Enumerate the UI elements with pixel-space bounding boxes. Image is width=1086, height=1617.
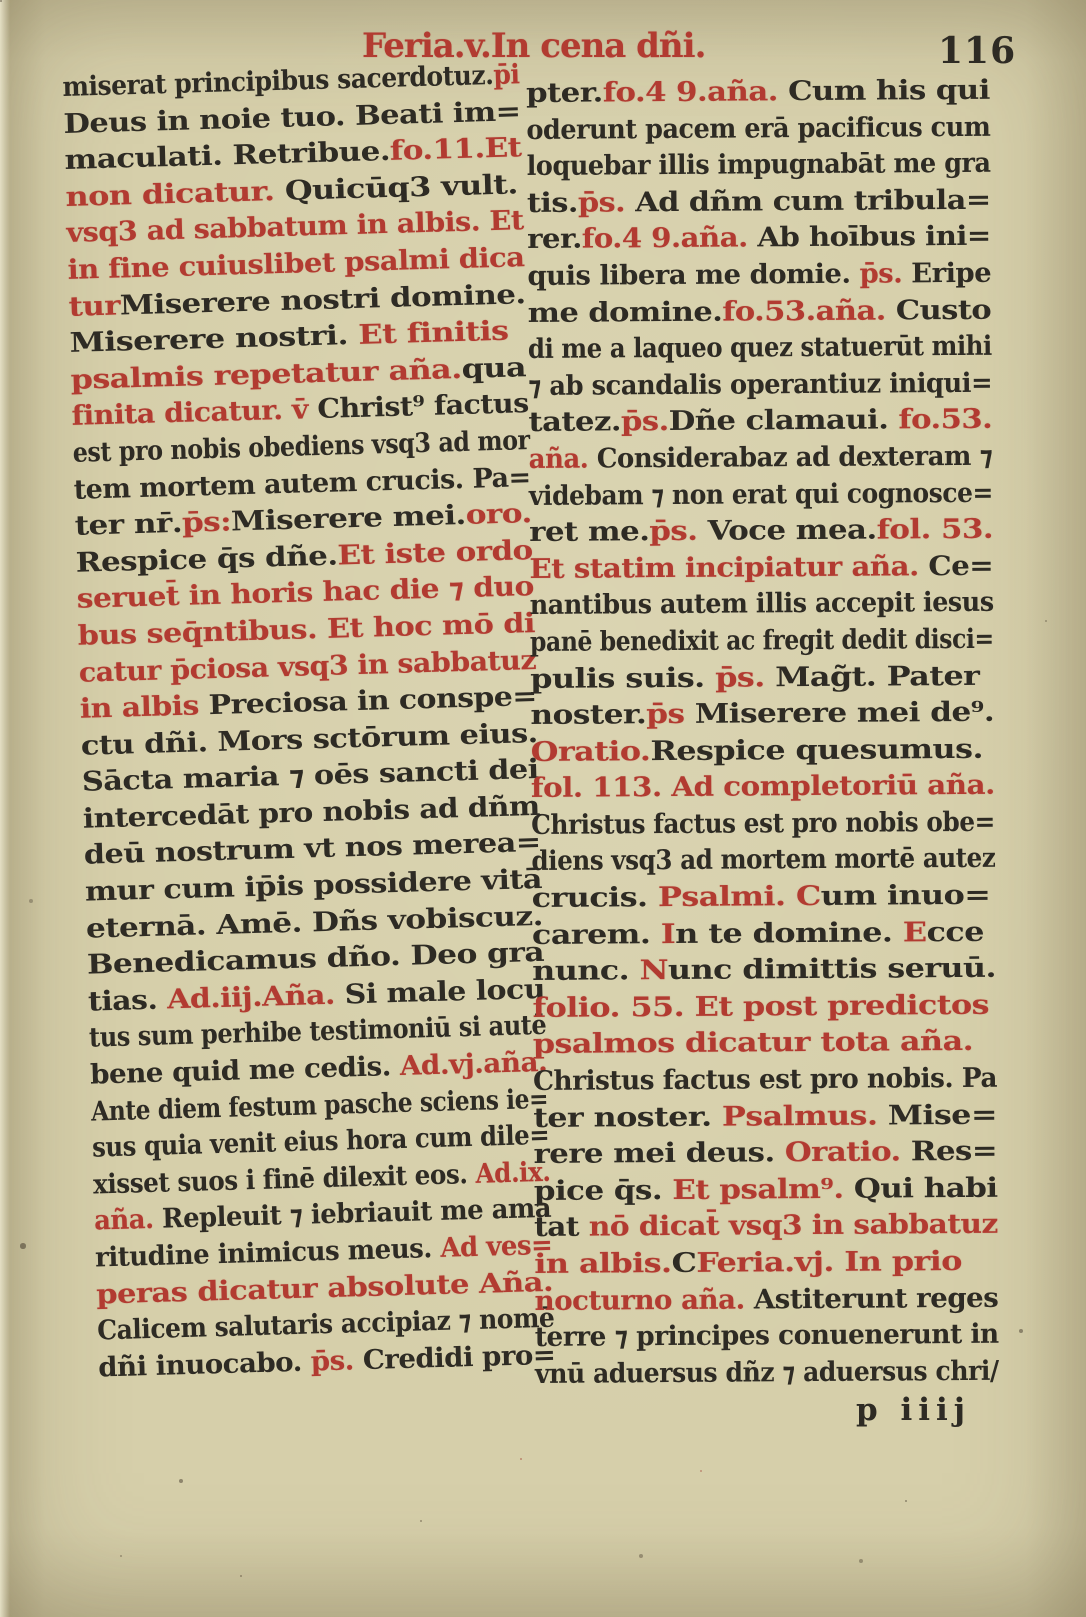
text-segment: rer. — [527, 223, 582, 256]
text-line — [529, 439, 993, 479]
rubric-segment: fo.53.aña. — [722, 294, 896, 328]
text-line — [527, 146, 991, 186]
text-segment: Miserere mei. — [230, 500, 467, 538]
text-line — [527, 256, 991, 296]
text-segment: ter nr̄. — [74, 507, 183, 542]
text-line — [532, 878, 996, 918]
text-segment: quis libera me domie. — [527, 258, 860, 292]
rubric-segment: Oratio. — [530, 735, 651, 768]
text-segment: Christus factus est pro nobis obe= — [531, 806, 995, 841]
rubric-segment: p̄s: — [181, 506, 232, 539]
text-segment: Ab hoībus ini= — [757, 221, 991, 254]
text-line — [532, 914, 996, 954]
text-segment: tat — [533, 1211, 589, 1244]
text-segment: oderunt pacem erā pacificus cum — [526, 111, 991, 146]
text-segment: diens vsq3 ad mortem mortē autez — [531, 843, 996, 878]
rubric-segment: in albis — [79, 690, 210, 725]
rubric-segment: E — [902, 916, 927, 949]
text-segment: Benedicamus dño. Deo gra — [86, 937, 545, 981]
rubric-segment: Ad ves= — [439, 1229, 553, 1264]
text-segment: ⁊ ab scandalis operantiuz iniqui= — [528, 367, 993, 402]
text-segment: crucis. — [531, 882, 659, 915]
rubric-segment: in fine cuiuslibet psalmi dica — [67, 242, 525, 286]
rubric-segment: peras dicatur absolute Aña. — [95, 1266, 554, 1311]
text-line — [531, 841, 995, 881]
rubric-segment: Ad.iij.Aña. — [166, 979, 346, 1016]
rubric-segment: p̄s — [646, 698, 695, 731]
rubric-segment: p̄i — [492, 59, 520, 91]
rubric-segment: aña. — [528, 443, 597, 475]
text-line — [531, 805, 995, 845]
rubric-segment: fo.4 9.aña. — [602, 76, 789, 109]
text-segment: C — [671, 1247, 697, 1280]
text-segment: me domine. — [527, 296, 723, 329]
rubric-segment: aña. — [93, 1204, 163, 1237]
text-line — [531, 768, 995, 808]
text-segment: Dñe clamaui. — [668, 404, 899, 438]
text-segment: cce — [926, 916, 984, 948]
text-segment: dñi inuocabo. — [97, 1346, 312, 1384]
text-line — [526, 73, 990, 113]
text-segment: Sācta maria ⁊ oēs sancti dei — [81, 754, 540, 798]
text-segment: miserat principibus sacerdotuz. — [62, 59, 494, 103]
text-line — [530, 585, 994, 625]
text-segment: Eripe — [911, 257, 992, 290]
rubric-segment: I — [660, 918, 676, 950]
text-segment: mur cum ip̄is possidere vitā — [84, 863, 543, 908]
text-segment: Repleuit ⁊ iebriauit me ama — [161, 1193, 552, 1236]
text-segment: Res= — [910, 1135, 998, 1168]
rubric-segment: non dicatur. — [65, 175, 286, 213]
text-segment: Miserere nostri. — [69, 319, 359, 360]
text-segment: tias. — [87, 984, 168, 1018]
text-segment: Respice quesumus. — [650, 733, 983, 767]
rubric-segment: tur — [68, 290, 121, 323]
text-segment: pter. — [526, 77, 603, 109]
text-segment: carem. — [531, 918, 661, 951]
text-segment: tatez. — [528, 406, 622, 439]
text-segment: noster. — [530, 699, 647, 732]
running-header: Feria.v.In cena dñi. — [362, 26, 706, 66]
text-line — [532, 951, 996, 991]
text-segment: nantibus autem illis accepit iesus — [529, 587, 994, 622]
text-segment: Mise= — [887, 1099, 998, 1132]
text-segment: Custo — [895, 294, 992, 326]
text-segment: Quicūq3 vult. — [284, 169, 519, 207]
text-line — [530, 658, 994, 698]
text-segment: Ce= — [928, 550, 994, 582]
text-segment: ritudine inimicus meus. — [94, 1232, 441, 1274]
text-line — [526, 109, 990, 149]
text-segment: bene quid me cedis. — [89, 1050, 401, 1091]
text-line — [531, 731, 995, 771]
rubric-segment: catur p̄ciosa vsq3 in sabbatuz — [78, 644, 537, 689]
text-line — [530, 695, 994, 735]
text-segment: intercedāt pro nobis ad dñm — [82, 790, 541, 835]
rubric-segment: Et iste ordo — [337, 534, 534, 572]
rubric-segment: oro. — [465, 498, 533, 532]
paper-speckles — [0, 0, 2, 2]
text-segment: maculati. Retribue. — [64, 136, 391, 177]
text-column-left — [62, 57, 557, 1387]
text-line — [528, 329, 992, 369]
text-line — [528, 366, 992, 406]
text-segment: tem mortem autem crucis. Pa= — [73, 461, 532, 506]
rubric-segment: Et psalm⁹. — [672, 1173, 854, 1206]
text-line — [533, 1024, 997, 1064]
text-segment: eternā. Amē. Dñs vobiscuz. — [85, 900, 544, 945]
rubric-segment: fol. 113. Ad completoriū aña. — [530, 770, 995, 805]
rubric-segment: folio. 55. Et post predictos — [532, 989, 990, 1024]
rubric-segment: p̄s. — [310, 1344, 364, 1378]
text-segment: xisset suos i finē dilexit eos. — [92, 1158, 476, 1201]
text-segment: Ante diem festum pasche sciens ie= — [90, 1083, 549, 1128]
text-segment: tis. — [526, 187, 579, 219]
text-segment: sus quia venit eius hora cum dile= — [91, 1120, 550, 1164]
text-line — [534, 1244, 998, 1284]
rubric-segment: p̄s. — [715, 661, 776, 694]
text-column-right — [526, 73, 999, 1394]
text-line — [529, 548, 993, 588]
text-segment: ret me. — [529, 516, 650, 549]
rubric-segment: nocturno aña. — [534, 1284, 754, 1317]
rubric-segment: Feria.vj. In prio — [696, 1245, 962, 1279]
text-segment: pice q̄s. — [533, 1174, 673, 1207]
text-line — [532, 988, 996, 1028]
text-segment: tus sum perhibe testimoniū si autē — [88, 1010, 547, 1055]
text-line — [533, 1134, 997, 1174]
text-line — [529, 475, 993, 515]
text-segment: rere mei deus. — [533, 1137, 785, 1171]
rubric-segment: p̄s. — [577, 187, 636, 219]
text-line — [534, 1280, 998, 1320]
text-segment: Calicem salutaris accipiaz ⁊ nomē — [96, 1302, 555, 1347]
rubric-segment: seruet̄ in horis hac die ⁊ duo — [76, 571, 535, 616]
page-number: 116 — [938, 30, 1017, 72]
text-line — [530, 622, 994, 662]
text-segment: Voce mea. — [707, 514, 877, 547]
text-segment: Qui habi — [853, 1172, 998, 1205]
text-segment: Deus in noie tuo. Beati im= — [63, 95, 521, 140]
text-line — [528, 292, 992, 332]
text-segment: est pro nobis obediens vsq3 ad mor — [72, 425, 531, 469]
quire-signature: p iiij — [856, 1392, 972, 1428]
text-segment: loquebar illis impugnabāt me gra — [526, 147, 991, 183]
rubric-segment: Psalmus. — [721, 1100, 888, 1133]
rubric-segment: psalmos dicatur tota aña. — [532, 1026, 974, 1061]
text-line — [533, 1097, 997, 1137]
rubric-segment: Ad.vj.aña. — [399, 1046, 548, 1082]
text-line — [529, 512, 993, 552]
text-segment: Credidi pro= — [362, 1339, 556, 1376]
rubric-segment: N — [639, 955, 669, 987]
text-segment: Christ⁹ factus — [316, 388, 530, 426]
page-edge — [0, 0, 10, 1617]
rubric-segment: p̄s. — [859, 258, 912, 290]
rubric-segment: fo.11.Et — [389, 132, 522, 168]
rubric-segment: nō dicat̄ vsq3 in sabbatuz — [588, 1209, 998, 1243]
rubric-segment: fol. 53. — [876, 513, 994, 546]
text-segment: terre ⁊ principes conuenerunt in — [534, 1318, 999, 1354]
text-segment: Miserere mei de⁹. — [694, 696, 995, 730]
text-segment: Miserere nostri domine. — [119, 278, 526, 322]
text-segment: vnū aduersus dñz ⁊ aduersus chri/ — [534, 1355, 999, 1390]
text-segment: deū nostrum vt nos merea= — [83, 827, 542, 872]
rubric-segment: p̄s. — [620, 406, 669, 438]
rubric-segment: fo.4 9.aña. — [581, 222, 758, 255]
text-segment: Si male locu — [344, 973, 546, 1011]
text-line — [533, 1061, 997, 1101]
text-line — [535, 1317, 999, 1357]
rubric-segment: Psalmi. C — [657, 881, 821, 914]
text-line — [527, 183, 991, 223]
text-segment: um inuo= — [820, 879, 991, 913]
text-segment: Astiterunt reges — [753, 1282, 999, 1316]
rubric-segment: Ad.ix. — [475, 1156, 551, 1190]
text-segment: ter noster. — [533, 1101, 723, 1134]
text-segment: Mag̃t. Pater — [775, 660, 980, 693]
text-line — [534, 1207, 998, 1247]
text-line — [535, 1354, 999, 1394]
rubric-segment: fo.53. — [898, 404, 993, 436]
text-segment: unc dimittis seruū. — [667, 952, 997, 987]
rubric-segment: Et finitis — [357, 315, 509, 351]
text-segment: Respice q̄s dñe. — [75, 540, 338, 579]
text-segment: Considerabaz ad dexteram ⁊ — [596, 440, 993, 475]
text-segment: qua — [461, 351, 527, 385]
text-segment: nunc. — [532, 955, 640, 988]
text-segment: panē benedixit ac fregit dedit disci= — [529, 623, 994, 658]
text-segment: di me a laqueo quez statuerūt mihi — [527, 330, 992, 366]
text-segment: Cum his qui — [787, 74, 990, 108]
rubric-segment: finita dicatur. v̄ — [71, 394, 318, 433]
text-segment: n te domine. — [675, 917, 903, 950]
text-line — [528, 402, 992, 442]
rubric-segment: Et statim incipiatur aña. — [529, 550, 929, 585]
text-line — [534, 1171, 998, 1211]
rubric-segment: p̄s. — [649, 515, 708, 548]
rubric-segment: psalmis repetatur aña. — [70, 353, 463, 396]
text-segment: pulis suis. — [530, 662, 716, 695]
text-segment: Ad dñm cum tribula= — [635, 184, 991, 219]
rubric-segment: Oratio. — [784, 1136, 911, 1169]
text-line — [527, 219, 991, 259]
rubric-segment: bus seq̄ntibus. Et hoc mō di — [77, 607, 536, 652]
rubric-segment: in albis. — [534, 1248, 672, 1280]
text-segment: Preciosa in conspe= — [208, 681, 538, 722]
text-segment: ctu dñi. Mors sctōrum eius. — [80, 717, 539, 762]
text-segment: videbam ⁊ non erat qui cognosce= — [528, 477, 994, 512]
text-segment: Christus factus est pro nobis. Pa — [532, 1062, 998, 1098]
rubric-segment: vsq3 ad sabbatum in albis. Et — [66, 205, 525, 250]
